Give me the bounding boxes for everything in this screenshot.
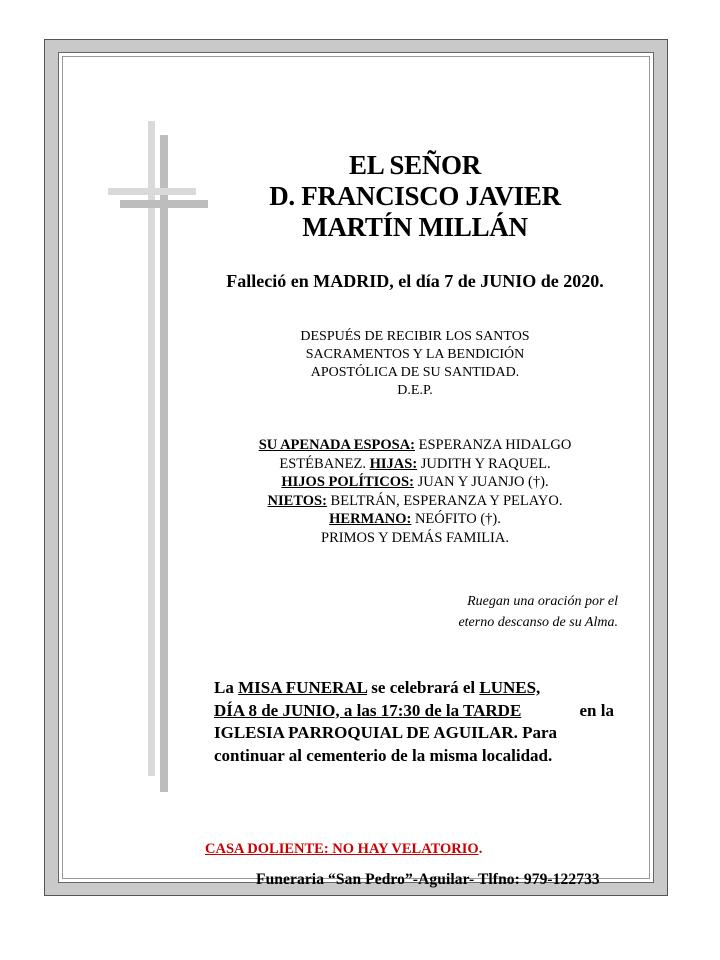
children-value: JUDITH Y RAQUEL. [417, 455, 551, 472]
spouse-value: ESPERANZA HIDALGO [415, 437, 572, 453]
family-others-line: PRIMOS Y DEMÁS FAMILIA. [321, 529, 509, 546]
family-children-line [215, 455, 615, 474]
family-spouse-line [215, 436, 615, 455]
sacraments-line-2: SACRAMENTOS Y LA BENDICIÓN [305, 347, 525, 362]
mass-line-4: continuar al cementerio de la misma localidad. [214, 745, 553, 765]
heading-line-3: MARTÍN MILLÁN [302, 212, 528, 242]
grandchildren-label: NIETOS: [267, 492, 327, 509]
prayer-line-1: Ruegan una oración por el [467, 594, 618, 609]
family-list [215, 436, 615, 547]
mass-line-2 [214, 700, 614, 723]
sacraments-text [250, 328, 580, 400]
grandchildren-value: BELTRÁN, ESPERANZA Y PELAYO. [326, 492, 563, 509]
inlaws-value: JUAN Y JUANJO (†). [413, 474, 549, 490]
mass-day-label: LUNES, [479, 678, 541, 697]
funeral-home-contact: Funeraria “San Pedro”-Aguilar- Tlfno: 979-122733 [256, 871, 600, 888]
children-label: HIJAS: [369, 455, 418, 472]
inlaws-label: HIJOS POLÍTICOS: [281, 474, 414, 490]
funeral-mass-info [214, 677, 614, 767]
home-notice [205, 841, 482, 858]
spouse-label: SU APENADA ESPOSA: [258, 437, 416, 453]
mass-funeral-label: MISA FUNERAL [238, 678, 368, 697]
heading-line-1: EL SEÑOR [349, 150, 481, 180]
family-sibling-line [215, 510, 615, 529]
mass-l1-a: La [214, 678, 239, 697]
mass-l1-c: se celebrará el [367, 678, 480, 697]
mass-date-time: DÍA 8 de JUNIO, a las 17:30 de la TARDE [214, 700, 522, 720]
mass-line-3: IGLESIA PARROQUIAL DE AGUILAR. Para [214, 723, 558, 742]
spouse-value-cont: ESTÉBANEZ. [279, 455, 370, 472]
sibling-label: HERMANO: [329, 511, 412, 527]
sacraments-line-4: D.E.P. [397, 383, 433, 398]
prayer-line-2: eterno descanso de su Alma. [458, 615, 618, 630]
mass-line-1 [214, 677, 614, 700]
home-notice-dot: . [478, 841, 483, 857]
sacraments-line-1: DESPUÉS DE RECIBIR LOS SANTOS [300, 329, 530, 344]
sacraments-line-3: APOSTÓLICA DE SU SANTIDAD. [310, 365, 520, 380]
sibling-value: NEÓFITO (†). [411, 511, 501, 527]
family-grandchildren-line [215, 492, 615, 511]
prayer-request [400, 591, 618, 633]
death-notice: Falleció en MADRID, el día 7 de JUNIO de 2020. [226, 271, 604, 291]
home-notice-label: CASA DOLIENTE: NO HAY VELATORIO [205, 841, 479, 857]
mass-l2-b: en la [579, 700, 614, 720]
family-inlaws-line [215, 473, 615, 492]
heading-line-2: D. FRANCISCO JAVIER [269, 181, 561, 211]
deceased-heading [230, 150, 600, 243]
